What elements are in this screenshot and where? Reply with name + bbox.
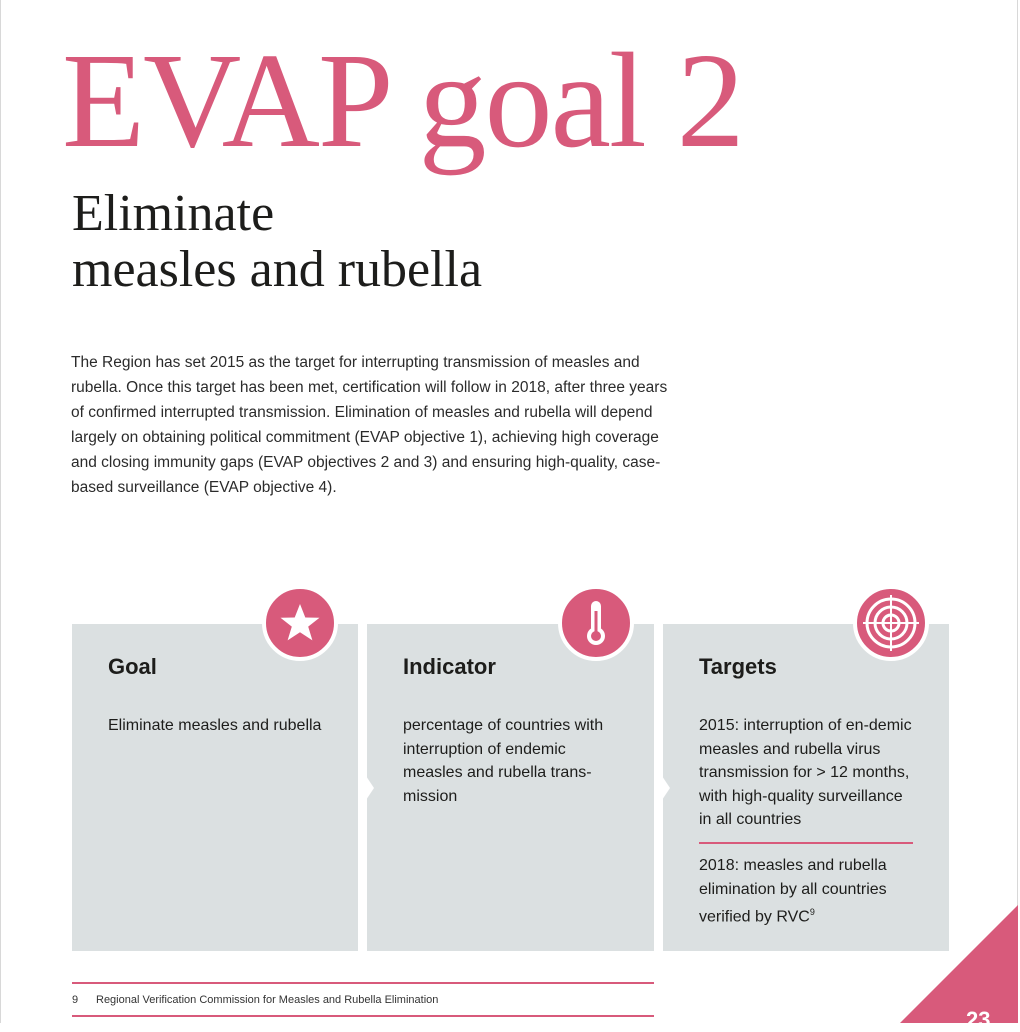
footnote bbox=[72, 994, 438, 1006]
star-icon bbox=[262, 585, 338, 661]
page-subtitle bbox=[72, 186, 482, 298]
target-2018 bbox=[699, 854, 919, 929]
goal-body: Eliminate measles and rubella bbox=[108, 717, 322, 734]
target-2018-text: 2018: measles and rubella elimination by all countries verified by RVC bbox=[699, 857, 887, 926]
footnote-ref: 9 bbox=[809, 907, 815, 917]
footnote-rule-top bbox=[72, 982, 654, 984]
indicator-body: percentage of countries with interruption of endemic measles and rubella trans-mission bbox=[403, 717, 604, 805]
chevron-divider bbox=[654, 764, 670, 812]
chevron-divider bbox=[358, 764, 374, 812]
targets-divider bbox=[699, 842, 913, 844]
page-number: 23 bbox=[966, 1007, 991, 1032]
targets-panel bbox=[663, 624, 949, 951]
subtitle-line-2: measles and rubella bbox=[72, 241, 483, 298]
goal-panel bbox=[72, 624, 358, 951]
indicator-panel bbox=[367, 624, 654, 951]
target-icon bbox=[853, 585, 929, 661]
intro-paragraph: The Region has set 2015 as the target for interrupting transmission of measles and rubella. Once this target has been met, certification will follow in 2018, after three years of confirmed interrupted transmission. Elimination of measles and rubella will depend largely on obtaining political commitment (EVAP objective 1), achieving high coverage and closing immunity gaps (EVAP objectives 2 and 3) and ensuring high-quality, case-based surveillance (EVAP objective 4). bbox=[71, 354, 668, 496]
target-2015: 2015: interruption of en-demic measles and rubella virus transmission for > 12 months, with high-quality surveillance in all countries bbox=[699, 717, 912, 828]
footnote-rule-bottom bbox=[72, 1015, 654, 1017]
footnote-number: 9 bbox=[72, 994, 79, 1006]
corner-triangle bbox=[900, 905, 1018, 1023]
footnote-text: Regional Verification Commission for Measles and Rubella Elimination bbox=[96, 994, 439, 1006]
page-title: EVAP goal 2 bbox=[62, 26, 743, 176]
goal-heading: Goal bbox=[108, 654, 157, 679]
thermometer-icon bbox=[558, 585, 634, 661]
subtitle-line-1: Eliminate bbox=[72, 185, 275, 242]
indicator-heading: Indicator bbox=[403, 654, 496, 679]
targets-heading: Targets bbox=[699, 654, 777, 679]
